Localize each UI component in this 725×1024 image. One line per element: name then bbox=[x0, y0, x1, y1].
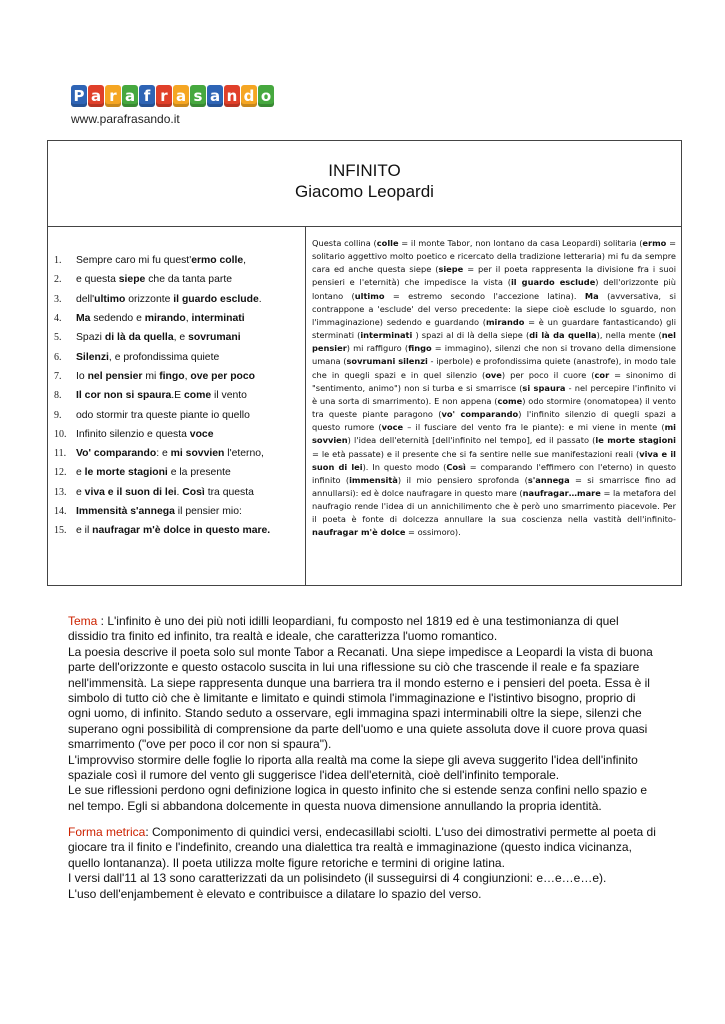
paraphrase-fragment: - nel percepire l'infinito vi è una sorta di smarrimento). E non appena ( bbox=[312, 382, 677, 406]
paraphrase-fragment: (avversativa, si contrappone a 'esclude' del verso precedente: la siepe cioè esclude lo sguardo, non l'immaginazione) sedendo e guardando ( bbox=[312, 290, 676, 327]
verse-number: 3. bbox=[54, 293, 62, 305]
tema-intro bbox=[68, 614, 658, 645]
verse-line bbox=[54, 444, 270, 463]
verse-keyword: Vo' comparando bbox=[76, 448, 157, 460]
paraphrase-keyword: ultimo bbox=[354, 290, 385, 301]
verse-text bbox=[76, 487, 254, 498]
verse-line bbox=[54, 405, 270, 424]
site-url[interactable]: www.parafrasando.it bbox=[71, 112, 180, 126]
verse-number: 12. bbox=[54, 467, 67, 479]
paraphrase-fragment: = si smarrisce fino ad annullarsi): ed è dolce naufragare in questo mare ( bbox=[312, 474, 676, 498]
verse-fragment: e questa bbox=[76, 274, 119, 286]
verse-keyword: naufragar m'è dolce in questo mare. bbox=[92, 525, 271, 537]
verse-keyword: viva e il suon di lei bbox=[84, 486, 177, 498]
paraphrase-keyword: il guardo esclude bbox=[510, 277, 596, 288]
verse-keyword: le morte stagioni bbox=[84, 467, 168, 479]
verse-fragment: e il bbox=[76, 525, 93, 537]
verse-keyword: nel pensier bbox=[87, 370, 143, 382]
paraphrase-keyword: ermo bbox=[642, 238, 667, 248]
verse-fragment: e la presente bbox=[167, 467, 231, 479]
paraphrase-fragment: = estremo secondo l'accezione latina). bbox=[384, 290, 585, 301]
verse-line bbox=[54, 502, 270, 521]
verse-fragment: .E bbox=[171, 390, 184, 402]
paraphrase-keyword: cor bbox=[594, 369, 610, 380]
logo-letter-tile: r bbox=[156, 85, 172, 107]
verse-fragment: mi bbox=[142, 370, 160, 382]
verse-line bbox=[54, 347, 270, 366]
poem-table bbox=[47, 140, 682, 586]
verse-keyword: ove per poco bbox=[190, 370, 256, 382]
logo-letter-tile: r bbox=[105, 85, 121, 107]
tema-section bbox=[68, 614, 658, 814]
verse-fragment: e bbox=[76, 467, 85, 479]
forma-section bbox=[68, 825, 658, 902]
tema-paragraph-1: La poesia descrive il poeta solo sul monte Tabor a Recanati. Una siepe impedisce a Leopardi la vista di buona parte dell'orizzonte e questo ostacolo suscita in lui una riflessione su ciò che trascende il reale e fa spaziare nell'immensità. La siepe rappresenta dunque una barriera tra il mondo esterno e i pensieri del poeta. Essa è il simbolo di tutto ciò che è limitante e limitato e quindi stimola l'immaginazione e l'istintivo bisogno, proprio di ogni uomo, di infinito. Stando seduto a osservare, egli immagina spazi interminabili oltre la siepe, silenzi che superano ogni possibilità di comprensione da parte dell'uomo e una quiete assoluta dove il cuore prova quasi smarrimento ("ove per poco il cor non si spaura"). bbox=[68, 644, 653, 752]
verse-fragment: . bbox=[176, 486, 183, 498]
verse-keyword: mirando bbox=[144, 313, 186, 325]
paraphrase-fragment: = il monte Tabor, non lontano da casa Leopardi) solitaria ( bbox=[398, 238, 643, 248]
verse-fragment: che da tanta parte bbox=[145, 274, 232, 286]
title-cell bbox=[48, 141, 681, 227]
verse-line bbox=[54, 290, 270, 309]
verse-fragment: Sempre caro mi fu quest' bbox=[76, 255, 192, 267]
verse-number: 13. bbox=[54, 486, 67, 498]
paraphrase-fragment: ) dell'orizzonte più lontano ( bbox=[312, 277, 676, 301]
verse-fragment: Spazi bbox=[76, 332, 105, 344]
verse-keyword: fingo bbox=[159, 370, 185, 382]
verse-text bbox=[76, 390, 247, 401]
paraphrase-keyword: voce bbox=[381, 422, 404, 433]
paraphrase-fragment: = le età passate) e il presente che si fa sentire nelle sue manifestazioni reali ( bbox=[312, 448, 640, 459]
paraphrase-fragment: = la metafora del naufragio rende l'idea di un annichilimento che è però uno smarrimento piacevole. Per il poeta è fonte di dolcezza annullare la sua coscienza nella vastità dell'infinito- bbox=[312, 487, 676, 525]
tema-paragraph-2: L'improvviso stormire delle foglie lo riporta alla realtà ma come la siepe gli aveva suggerito l'idea dell'infinito spaziale così il rumore del vento gli suggerisce l'idea dell'eternità, cioè dell'infinito temporale. bbox=[68, 752, 638, 783]
paraphrase-keyword: mirando bbox=[485, 316, 525, 327]
paraphrase-keyword: viva e il suon di lei bbox=[312, 448, 676, 472]
paraphrase-keyword: siepe bbox=[438, 264, 464, 275]
parafrasando-logo[interactable] bbox=[71, 85, 274, 107]
verse-keyword: di là da quella bbox=[104, 332, 174, 344]
verse-line bbox=[54, 463, 270, 482]
verse-text bbox=[76, 332, 241, 343]
verse-number: 9. bbox=[54, 409, 62, 421]
verse-text bbox=[76, 274, 232, 285]
verse-fragment: : e bbox=[156, 448, 171, 460]
paraphrase-fragment: Questa collina ( bbox=[312, 238, 377, 248]
verse-fragment: , bbox=[185, 313, 192, 325]
verse-fragment: Infinito silenzio e questa bbox=[76, 428, 190, 440]
verse-fragment: il pensier mio: bbox=[174, 506, 242, 517]
verse-number: 15. bbox=[54, 525, 67, 537]
paraphrase-fragment: ) l'idea dell'eternità [dell'infinito nel tempo], ed il passato ( bbox=[347, 435, 596, 446]
verse-line bbox=[54, 251, 270, 270]
tema-heading: Tema bbox=[68, 614, 98, 628]
verse-text bbox=[76, 371, 255, 382]
verse-text bbox=[76, 467, 231, 478]
verse-line bbox=[54, 328, 270, 347]
verse-fragment: il vento bbox=[211, 390, 247, 402]
verse-fragment: , e bbox=[173, 332, 189, 344]
paraphrase-fragment: ) il mio pensiero sprofonda ( bbox=[397, 474, 528, 485]
verse-keyword: come bbox=[184, 390, 212, 402]
paraphrase-keyword: vo' comparando bbox=[441, 409, 519, 420]
verse-keyword: sovrumani bbox=[188, 332, 241, 344]
verse-fragment: e bbox=[76, 486, 85, 498]
verse-text bbox=[76, 352, 219, 363]
paraphrase-keyword: interminati bbox=[360, 330, 413, 341]
verse-fragment: l'eterno, bbox=[224, 448, 264, 460]
logo-letter-tile: P bbox=[71, 85, 87, 107]
forma-intro bbox=[68, 825, 658, 871]
paraphrase-keyword: naufragar…mare bbox=[522, 487, 601, 498]
paraphrase-fragment: = sinonimo di "sentimento, animo") non si turba e si smarrisce ( bbox=[312, 369, 677, 393]
logo-letter-tile: a bbox=[173, 85, 189, 107]
paraphrase-fragment: ), nella mente ( bbox=[596, 330, 662, 341]
verse-text bbox=[76, 429, 213, 440]
verse-line bbox=[54, 367, 270, 386]
verse-keyword: ultimo bbox=[94, 293, 126, 305]
forma-heading: Forma metrica bbox=[68, 825, 146, 839]
verse-number: 4. bbox=[54, 313, 62, 325]
paraphrase-fragment: ). In questo modo ( bbox=[362, 461, 447, 472]
verse-keyword: Così bbox=[182, 486, 205, 498]
paraphrase-keyword: nel pensier bbox=[312, 330, 676, 354]
verse-text bbox=[76, 255, 246, 266]
paraphrase-keyword: Ma bbox=[584, 290, 599, 301]
verse-text bbox=[76, 294, 262, 305]
poem-cell bbox=[48, 227, 306, 585]
verse-fragment: dell' bbox=[76, 293, 95, 305]
verse-number: 2. bbox=[54, 274, 62, 286]
paraphrase-keyword: fingo bbox=[408, 343, 432, 354]
verse-line bbox=[54, 309, 270, 328]
verse-text bbox=[76, 313, 245, 324]
verse-number: 14. bbox=[54, 506, 67, 517]
verse-keyword: ermo colle bbox=[191, 255, 244, 267]
verse-fragment: , bbox=[184, 370, 191, 382]
paraphrase-fragment: = comparando l'effimero con l'eterno) in questo infinito ( bbox=[312, 461, 676, 485]
poem-title: INFINITO bbox=[328, 161, 401, 180]
logo-letter-tile: n bbox=[224, 85, 240, 107]
paraphrase-fragment: = per il poeta rappresenta la divisione fra i suoi pensieri e l'eternità) che impedisce la vista ( bbox=[312, 264, 676, 288]
verse-number: 6. bbox=[54, 351, 62, 363]
paraphrase-fragment: – il fusciare del vento fra le piante): e mi viene in mente ( bbox=[403, 422, 665, 433]
verse-number: 5. bbox=[54, 332, 62, 344]
verse-fragment: sedendo e bbox=[90, 313, 145, 325]
logo-letter-tile: s bbox=[190, 85, 206, 107]
poem-author: Giacomo Leopardi bbox=[295, 182, 434, 201]
paraphrase-keyword: Così bbox=[446, 461, 466, 472]
verse-keyword: mi sovvien bbox=[170, 448, 225, 460]
verse-fragment: orizzonte bbox=[125, 293, 174, 305]
verse-number: 7. bbox=[54, 370, 62, 382]
verse-number: 11. bbox=[54, 448, 67, 460]
verse-keyword: Immensità s'annega bbox=[76, 506, 175, 517]
logo-letter-tile: a bbox=[122, 85, 138, 107]
verse-fragment: . bbox=[258, 293, 262, 305]
forma-paragraph-1: I versi dall'11 al 13 sono caratterizzati da un polisindeto (il susseguirsi di 4 congiunzioni: e…e…e…e). bbox=[68, 871, 607, 886]
forma-paragraph-2: L'uso dell'enjambement è elevato e contribuisce a dilatare lo spazio del verso. bbox=[68, 886, 482, 901]
verse-fragment: odo stormir tra queste piante io quello bbox=[76, 409, 250, 421]
paraphrase-fragment: ) l'infinito silenzio di quegli spazi a questo rumore ( bbox=[312, 409, 677, 433]
paraphrase-fragment: = è un guardare fantasticando) gli sterminati ( bbox=[312, 316, 677, 341]
tema-paragraph-3: Le sue riflessioni perdono ogni definizione logica in questo infinito che si estende senza confini nello spazio e nel tempo. Egli si abbandona dolcemente in questa nuova dimensione annullando la propria identità. bbox=[68, 783, 648, 813]
paraphrase-fragment: = solitario aggettivo molto poetico e ricercato della tradizione letteraria) mi fu da sempre cara ed anche questa siepe ( bbox=[312, 238, 676, 275]
paraphrase-keyword: di là da quella bbox=[529, 330, 597, 341]
verse-keyword: Silenzi bbox=[76, 351, 109, 363]
paraphrase-keyword: le morte stagioni bbox=[595, 435, 676, 446]
verse-keyword: Ma bbox=[76, 313, 91, 325]
poem-verses bbox=[54, 251, 270, 540]
paraphrase-keyword: mi sovvien bbox=[312, 422, 676, 446]
verse-fragment: tra questa bbox=[204, 486, 254, 498]
forma-intro-text: : Componimento di quindici versi, endecasillabi sciolti. L'uso dei dimostrativi permette al poeta di giocare tra il finito e l'indefinito, creando una dialettica tra realtà e immaginazione (questo indica vicinanza, quello lontananza). Il poeta utilizza molte figure retoriche e termini di origine latina. bbox=[68, 825, 656, 870]
paraphrase-fragment: ) odo stormire (onomatopea) il vento tra queste piante paragono ( bbox=[312, 395, 676, 420]
paraphrase-fragment: - iperbole) e profondissima quiete (anastrofe), in modo tale che in quegli spazi e in quel silenzio ( bbox=[312, 356, 676, 380]
verse-fragment: Io bbox=[76, 370, 88, 382]
verse-number: 1. bbox=[54, 255, 62, 267]
verse-number: 8. bbox=[54, 390, 62, 402]
paraphrase-fragment: ) mi raffiguro ( bbox=[346, 343, 409, 354]
paraphrase-fragment: ) per poco il cuore ( bbox=[501, 369, 595, 380]
paraphrase-keyword: come bbox=[497, 395, 523, 406]
logo-letter-tile: a bbox=[88, 85, 104, 107]
verse-keyword: Il cor non si spaura bbox=[76, 390, 172, 402]
logo-letter-tile: d bbox=[241, 85, 257, 107]
paraphrase-keyword: sovrumani silenzi bbox=[346, 356, 428, 367]
verse-line bbox=[54, 483, 270, 502]
verse-keyword: voce bbox=[189, 428, 214, 440]
paraphrase-keyword: naufragar m'è dolce bbox=[312, 527, 406, 538]
verse-text bbox=[76, 448, 264, 459]
verse-fragment: , e profondissima quiete bbox=[108, 351, 220, 363]
logo-letter-tile: f bbox=[139, 85, 155, 107]
paraphrase-fragment: = ossimoro). bbox=[405, 527, 461, 538]
tema-intro-text: : L'infinito è uno dei più noti idilli leopardiani, fu composto nel 1819 ed è una testimonianza di quel dissidio tra finito ed infinito, tra realtà e ideale, che caratterizza l'uomo romantico. bbox=[68, 614, 619, 644]
verse-fragment: , bbox=[243, 255, 247, 267]
paraphrase-keyword: colle bbox=[376, 238, 399, 248]
paraphrase-cell bbox=[306, 227, 681, 585]
paraphrase-keyword: s'annega bbox=[527, 474, 570, 485]
verse-text bbox=[76, 525, 270, 536]
verse-text bbox=[76, 410, 250, 421]
verse-line bbox=[54, 386, 270, 405]
logo-letter-tile: o bbox=[258, 85, 274, 107]
verse-line bbox=[54, 521, 270, 540]
verse-keyword: interminati bbox=[191, 313, 245, 325]
verse-line bbox=[54, 270, 270, 289]
logo-letter-tile: a bbox=[207, 85, 223, 107]
verse-keyword: il guardo esclude bbox=[173, 293, 259, 305]
paraphrase-fragment: ) spazi al di là della siepe ( bbox=[412, 330, 530, 341]
verse-line bbox=[54, 425, 270, 444]
verse-text bbox=[76, 506, 242, 517]
paraphrase-keyword: immensità bbox=[349, 474, 398, 485]
verse-keyword: siepe bbox=[118, 274, 146, 286]
paraphrase-text bbox=[312, 237, 676, 540]
paraphrase-keyword: si spaura bbox=[522, 382, 566, 393]
verse-number: 10. bbox=[54, 428, 67, 440]
paraphrase-keyword: ove bbox=[485, 369, 502, 380]
paraphrase-fragment: = immagino), silenzi che non si trovano della dimensione umana ( bbox=[312, 343, 676, 367]
